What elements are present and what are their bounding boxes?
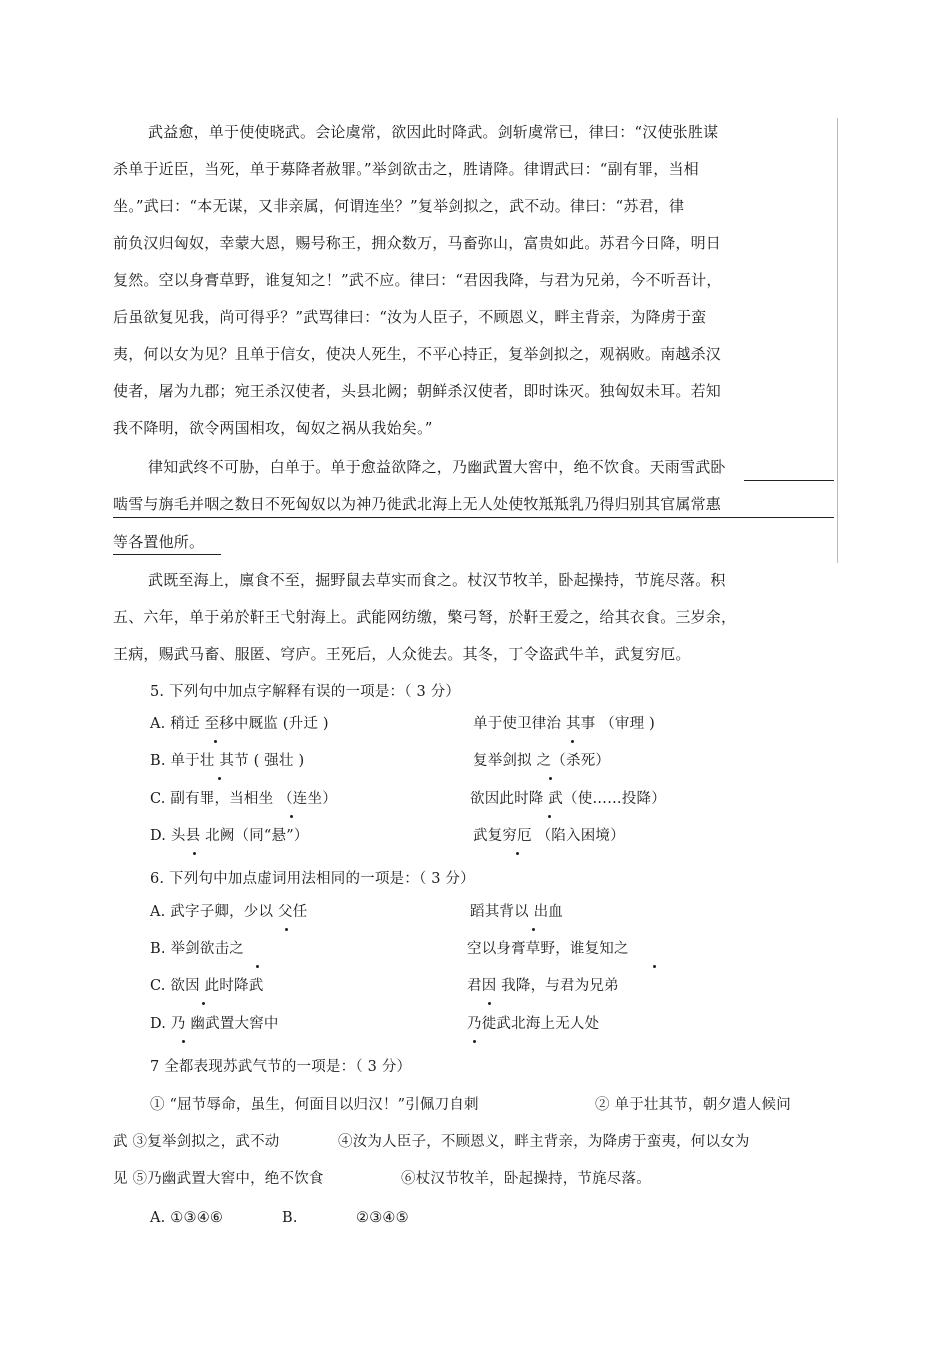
emphasis-dot bbox=[571, 740, 574, 743]
q7-item-5: 见 ⑤乃幽武置大窖中，绝不饮食 bbox=[113, 1171, 324, 1187]
sentence-underline-end bbox=[113, 554, 221, 555]
passage-line: 武既至海上，廪食不至，掘野鼠去草实而食之。杖汉节牧羊，卧起操持，节旄尽落。积 bbox=[148, 571, 726, 589]
emphasis-dot bbox=[549, 777, 552, 780]
q7-item-3: 武 ③复举剑拟之，武不动 bbox=[113, 1134, 280, 1150]
emphasis-dot bbox=[202, 1002, 205, 1005]
emphasis-dot bbox=[256, 965, 259, 968]
question-7-stem: 7 全都表现苏武气节的一项是：（ 3 分） bbox=[150, 1059, 412, 1075]
passage-line: 武益愈，单于使使晓武。会论虞常，欲因此时降武。剑斩虞常已，律曰：“汉使张胜谋 bbox=[148, 123, 719, 141]
emphasis-dot bbox=[516, 852, 519, 855]
passage-line: 五、六年，单于弟於靬王弋射海上。武能网纺缴，檠弓弩，於靬王爱之，给其衣食。三岁余， bbox=[113, 608, 737, 626]
q6-option-c: C. 欲因 此时降武 bbox=[150, 978, 264, 994]
q7-item-4: ④汝为人臣子，不顾恩义，畔主背亲，为降虏于蛮夷，何以女为 bbox=[338, 1134, 750, 1150]
q6-option-d: D. 乃 幽武置大窖中 bbox=[150, 1016, 279, 1032]
passage-line: 王病，赐武马畜、服匿、穹庐。王死后，人众徙去。其冬，丁令盗武牛羊，武复穷厄。 bbox=[113, 645, 691, 663]
q5-option-d: D. 头县 北阙（同“悬”） bbox=[150, 828, 309, 844]
emphasis-dot bbox=[218, 777, 221, 780]
q7-option-b: ②③④⑤ bbox=[356, 1210, 409, 1226]
q5-option-a-second: 单于使卫律治 其事 （审理 ) bbox=[473, 716, 655, 732]
emphasis-dot bbox=[290, 815, 293, 818]
passage-line: 坐。”武曰：“本无谋，又非亲属，何谓连坐？”复举剑拟之，武不动。律曰：“苏君，律 bbox=[113, 197, 685, 215]
q6-option-a: A. 武字子卿，少以 父任 bbox=[150, 904, 308, 920]
q5-option-b: B. 单于壮 其节 ( 强壮 ) bbox=[150, 753, 305, 769]
passage-line: 使者，屠为九郡；宛王杀汉使者，头县北阙；朝鲜杀汉使者，即时诛灭。独匈奴未耳。若知 bbox=[113, 382, 722, 400]
q6-option-d-second: 乃徙武北海上无人处 bbox=[467, 1016, 600, 1032]
emphasis-dot bbox=[182, 1040, 185, 1043]
emphasis-dot bbox=[532, 928, 535, 931]
passage-line: 律知武终不可胁，白单于。单于愈益欲降之，乃幽武置大窖中，绝不饮食。天雨雪武卧 bbox=[148, 458, 726, 476]
emphasis-dot bbox=[473, 1040, 476, 1043]
margin-rule bbox=[837, 118, 838, 563]
q5-option-a: A. 稍迁 至移中厩监 (升迁 ) bbox=[150, 716, 329, 732]
passage-line: 我不降明，欲令两国相攻，匈奴之祸从我始矣。” bbox=[113, 419, 433, 437]
question-6-stem: 6. 下列句中加点虚词用法相同的一项是：（ 3 分） bbox=[150, 871, 475, 887]
emphasis-dot bbox=[193, 852, 196, 855]
q6-option-b: B. 举剑欲击之 bbox=[150, 941, 244, 957]
passage-line: 复然。空以身膏草野，谁复知之！”武不应。律曰：“君因我降，与君为兄弟，今不听吾计， bbox=[113, 271, 722, 289]
q7-item-1: ① “屈节辱命，虽生，何面目以归汉！”引佩刀自刺 bbox=[150, 1097, 479, 1113]
sentence-underline bbox=[113, 517, 834, 518]
q5-option-c: C. 副有罪，当相坐 （连坐） bbox=[150, 791, 337, 807]
passage-line: 后虽欲复见我，尚可得乎？”武骂律曰：“汝为人臣子，不顾恩义，畔主背亲，为降虏于蛮 bbox=[113, 308, 707, 326]
q7-option-a: A. ①③④⑥ bbox=[150, 1210, 224, 1226]
emphasis-dot bbox=[653, 965, 656, 968]
q6-option-b-second: 空以身膏草野，谁复知之 bbox=[467, 941, 629, 957]
q6-option-a-second: 蹈其背以 出血 bbox=[470, 904, 564, 920]
blank-underline bbox=[744, 480, 834, 481]
passage-line: 夷，何以女为见？且单于信女，使决人死生，不平心持正，复举剑拟之，观祸败。南越杀汉 bbox=[113, 345, 722, 363]
q5-option-c-second: 欲因此时降 武（使……投降） bbox=[470, 791, 666, 807]
passage-line: 杀单于近臣，当死，单于募降者赦罪。”举剑欲击之，胜请降。律谓武曰：“副有罪，当相 bbox=[113, 160, 699, 178]
question-5-stem: 5. 下列句中加点字解释有误的一项是：（ 3 分） bbox=[150, 684, 461, 700]
emphasis-dot bbox=[214, 740, 217, 743]
q7-item-6: ⑥杖汉节牧羊，卧起操持，节旄尽落。 bbox=[401, 1171, 651, 1187]
q5-option-b-second: 复举剑拟 之（杀死） bbox=[473, 753, 611, 769]
passage-line: 等各置他所。 bbox=[113, 533, 205, 551]
q7-option-b-label: B. bbox=[282, 1210, 298, 1226]
q6-option-c-second: 君因 我降，与君为兄弟 bbox=[467, 978, 619, 994]
emphasis-dot bbox=[548, 815, 551, 818]
q5-option-d-second: 武复穷厄 （陷入困境） bbox=[473, 828, 625, 844]
emphasis-dot bbox=[488, 1002, 491, 1005]
q7-item-2: ② 单于壮其节，朝夕遣人候问 bbox=[595, 1097, 791, 1113]
passage-line: 前负汉归匈奴，幸蒙大恩，赐号称王，拥众数万，马畜弥山，富贵如此。苏君今日降，明日 bbox=[113, 234, 722, 252]
unpunctuated-sentence: 啮雪与旃毛并咽之数日不死匈奴以为神乃徙武北海上无人处使牧羝羝乳乃得归别其官属常惠 bbox=[113, 495, 722, 513]
emphasis-dot bbox=[285, 928, 288, 931]
